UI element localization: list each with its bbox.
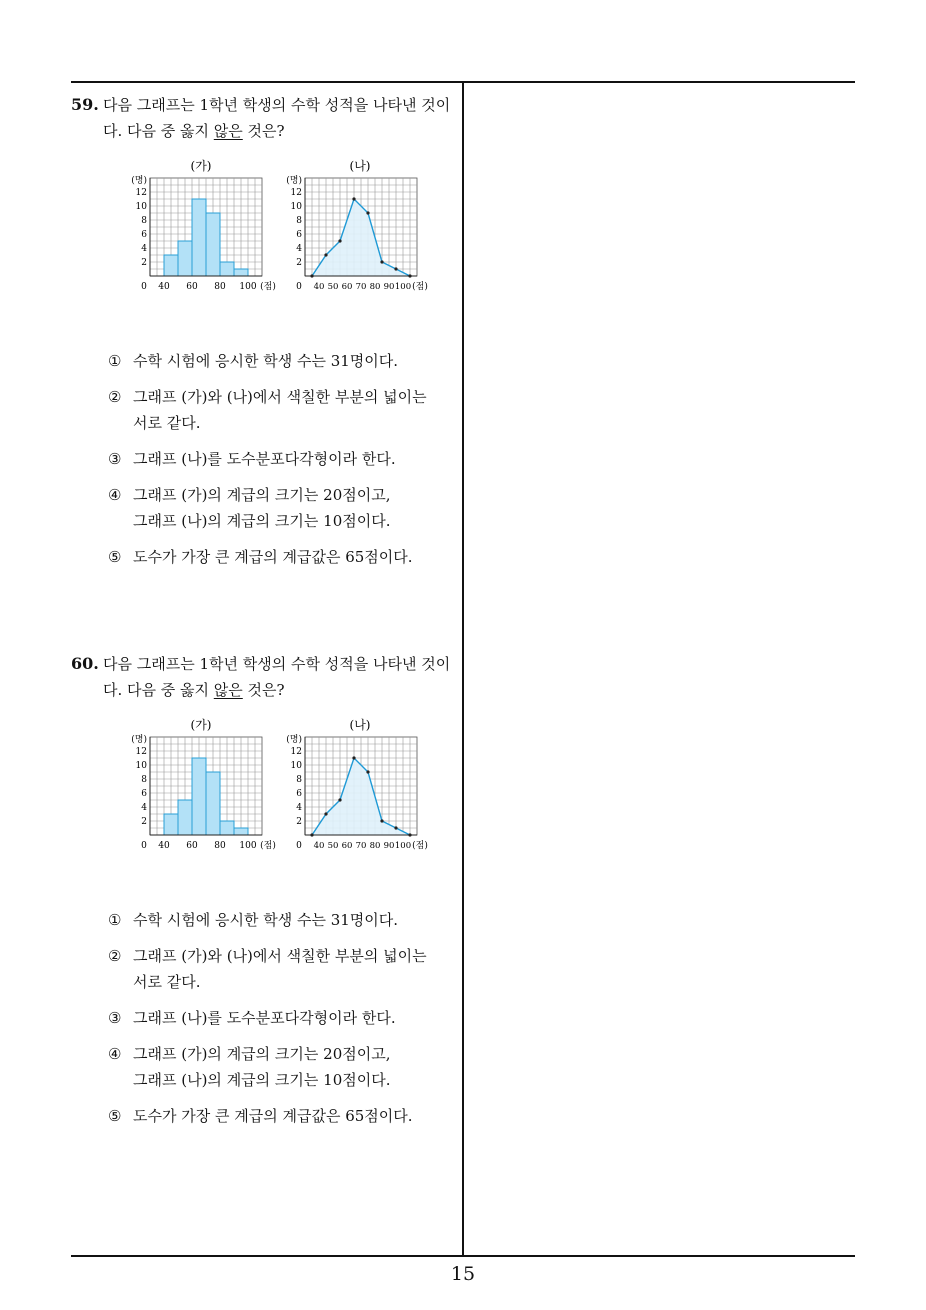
histogram-bar <box>206 213 220 276</box>
histogram-bar <box>192 199 206 276</box>
column-divider <box>462 82 464 1257</box>
choice-2[interactable]: ② 그래프 (가)와 (나)에서 색칠한 부분의 넓이는 서로 같다. <box>71 943 461 995</box>
problem-number: 60. <box>71 654 99 673</box>
underlined-word: 않은 <box>213 681 243 699</box>
stem-line-2: 다. 다음 중 옳지 않은 것은? <box>103 681 285 699</box>
x-tick-label: 100 <box>239 841 257 851</box>
data-point <box>380 260 383 263</box>
y-tick-label: 2 <box>296 817 302 827</box>
graph-a-title: (가) <box>190 718 212 732</box>
y-tick-label: 4 <box>141 244 147 254</box>
graph-b-title: (나) <box>349 718 371 732</box>
y-tick-label: 8 <box>296 216 302 226</box>
y-tick-label: 6 <box>296 230 302 240</box>
data-point <box>324 812 327 815</box>
stem-line-1: 다음 그래프는 1학년 학생의 수학 성적을 나타낸 것이 <box>103 96 451 114</box>
data-point <box>324 253 327 256</box>
data-point <box>366 770 369 773</box>
x-tick-label: 60 <box>341 282 353 292</box>
y-tick-label: 10 <box>290 761 302 771</box>
choice-1[interactable]: ① 수학 시험에 응시한 학생 수는 31명이다. <box>71 907 461 933</box>
choice-4[interactable]: ④ 그래프 (가)의 계급의 크기는 20점이고, 그래프 (나)의 계급의 크기는 10점이다. <box>71 482 461 534</box>
y-tick-label: 12 <box>135 188 147 198</box>
y-tick-label: 8 <box>141 216 147 226</box>
choice-2[interactable]: ② 그래프 (가)와 (나)에서 색칠한 부분의 넓이는 서로 같다. <box>71 384 461 436</box>
y-tick-label: 12 <box>290 747 302 757</box>
y-tick-label: 10 <box>135 202 147 212</box>
y-tick-label: 4 <box>141 803 147 813</box>
choice-mark: ④ <box>108 486 122 504</box>
y-tick-label: 10 <box>135 761 147 771</box>
stem-line-1: 다음 그래프는 1학년 학생의 수학 성적을 나타낸 것이 <box>103 655 451 673</box>
x-axis-label: (점) <box>412 841 428 851</box>
histogram-bar <box>220 262 234 276</box>
choice-mark: ② <box>108 947 122 965</box>
x-tick-label: 0 <box>141 282 147 292</box>
y-tick-label: 8 <box>141 775 147 785</box>
data-point <box>352 756 355 759</box>
x-tick-label: 60 <box>186 282 198 292</box>
x-tick-label: 50 <box>327 282 339 292</box>
x-tick-label: 40 <box>313 282 325 292</box>
x-axis-label: (점) <box>412 282 428 292</box>
y-axis-label: (명) <box>131 735 147 745</box>
polygon-chart <box>286 174 428 292</box>
x-tick-label: 100 <box>239 282 257 292</box>
y-tick-label: 8 <box>296 775 302 785</box>
choice-mark: ③ <box>108 1009 122 1027</box>
y-tick-label: 12 <box>290 188 302 198</box>
y-tick-label: 2 <box>296 258 302 268</box>
histogram-bar <box>234 828 248 835</box>
x-tick-label: 0 <box>296 841 302 851</box>
bottom-rule <box>71 1255 855 1257</box>
choice-mark: ① <box>108 352 122 370</box>
x-axis-label: (점) <box>260 282 276 292</box>
choice-1[interactable]: ① 수학 시험에 응시한 학생 수는 31명이다. <box>71 348 461 374</box>
histogram-bar <box>178 241 192 276</box>
polygon-chart <box>286 733 428 851</box>
x-tick-label: 80 <box>214 841 226 851</box>
histogram-bar <box>178 800 192 835</box>
x-tick-label: 80 <box>369 282 381 292</box>
choices <box>71 907 461 1129</box>
y-tick-label: 4 <box>296 244 302 254</box>
x-tick-label: 60 <box>186 841 198 851</box>
y-tick-label: 4 <box>296 803 302 813</box>
y-axis-label: (명) <box>286 176 302 186</box>
choice-mark: ② <box>108 388 122 406</box>
graph-b-title: (나) <box>349 159 371 173</box>
x-axis-label: (점) <box>260 841 276 851</box>
y-tick-label: 2 <box>141 817 147 827</box>
data-point <box>394 826 397 829</box>
x-tick-label: 60 <box>341 841 353 851</box>
problem-stem <box>71 92 461 144</box>
underlined-word: 않은 <box>213 122 243 140</box>
problem-59 <box>71 92 461 580</box>
y-axis-label: (명) <box>131 176 147 186</box>
data-point <box>394 267 397 270</box>
x-tick-label: 70 <box>355 282 367 292</box>
choices <box>71 348 461 570</box>
figure-svg <box>71 717 461 867</box>
x-tick-label: 40 <box>158 282 170 292</box>
y-axis-label: (명) <box>286 735 302 745</box>
x-tick-label: 0 <box>141 841 147 851</box>
data-point <box>338 239 341 242</box>
histogram-chart <box>131 174 276 292</box>
y-tick-label: 12 <box>135 747 147 757</box>
histogram-bar <box>206 772 220 835</box>
page-number: 15 <box>450 1263 476 1285</box>
y-tick-label: 6 <box>141 230 147 240</box>
histogram-bar <box>164 255 178 276</box>
data-point <box>338 798 341 801</box>
choice-5[interactable]: ⑤ 도수가 가장 큰 계급의 계급값은 65점이다. <box>71 544 461 570</box>
x-tick-label: 90 <box>383 282 395 292</box>
figure <box>71 717 461 867</box>
data-point <box>352 197 355 200</box>
choice-3[interactable]: ③ 그래프 (나)를 도수분포다각형이라 한다. <box>71 446 461 472</box>
x-tick-label: 50 <box>327 841 339 851</box>
x-tick-label: 100 <box>394 282 412 292</box>
graph-a-title: (가) <box>190 159 212 173</box>
y-tick-label: 10 <box>290 202 302 212</box>
x-tick-label: 100 <box>394 841 412 851</box>
data-point <box>366 211 369 214</box>
figure <box>71 158 461 308</box>
x-tick-label: 0 <box>296 282 302 292</box>
choice-5[interactable]: ⑤ 도수가 가장 큰 계급의 계급값은 65점이다. <box>71 1103 461 1129</box>
stem-line-2: 다. 다음 중 옳지 않은 것은? <box>103 122 285 140</box>
y-tick-label: 6 <box>141 789 147 799</box>
problem-60 <box>71 651 461 1139</box>
x-tick-label: 80 <box>214 282 226 292</box>
y-tick-label: 6 <box>296 789 302 799</box>
problem-stem <box>71 651 461 703</box>
histogram-bar <box>192 758 206 835</box>
x-tick-label: 80 <box>369 841 381 851</box>
figure-svg <box>71 158 461 308</box>
histogram-bar <box>234 269 248 276</box>
y-tick-label: 2 <box>141 258 147 268</box>
x-tick-label: 90 <box>383 841 395 851</box>
choice-mark: ③ <box>108 450 122 468</box>
choice-mark: ⑤ <box>108 548 122 566</box>
choice-3[interactable]: ③ 그래프 (나)를 도수분포다각형이라 한다. <box>71 1005 461 1031</box>
histogram-bar <box>164 814 178 835</box>
x-tick-label: 40 <box>158 841 170 851</box>
choice-mark: ① <box>108 911 122 929</box>
x-tick-label: 70 <box>355 841 367 851</box>
histogram-bar <box>220 821 234 835</box>
choice-mark: ⑤ <box>108 1107 122 1125</box>
histogram-chart <box>131 733 276 851</box>
choice-4[interactable]: ④ 그래프 (가)의 계급의 크기는 20점이고, 그래프 (나)의 계급의 크기는 10점이다. <box>71 1041 461 1093</box>
x-tick-label: 40 <box>313 841 325 851</box>
data-point <box>380 819 383 822</box>
choice-mark: ④ <box>108 1045 122 1063</box>
problem-number: 59. <box>71 95 99 114</box>
